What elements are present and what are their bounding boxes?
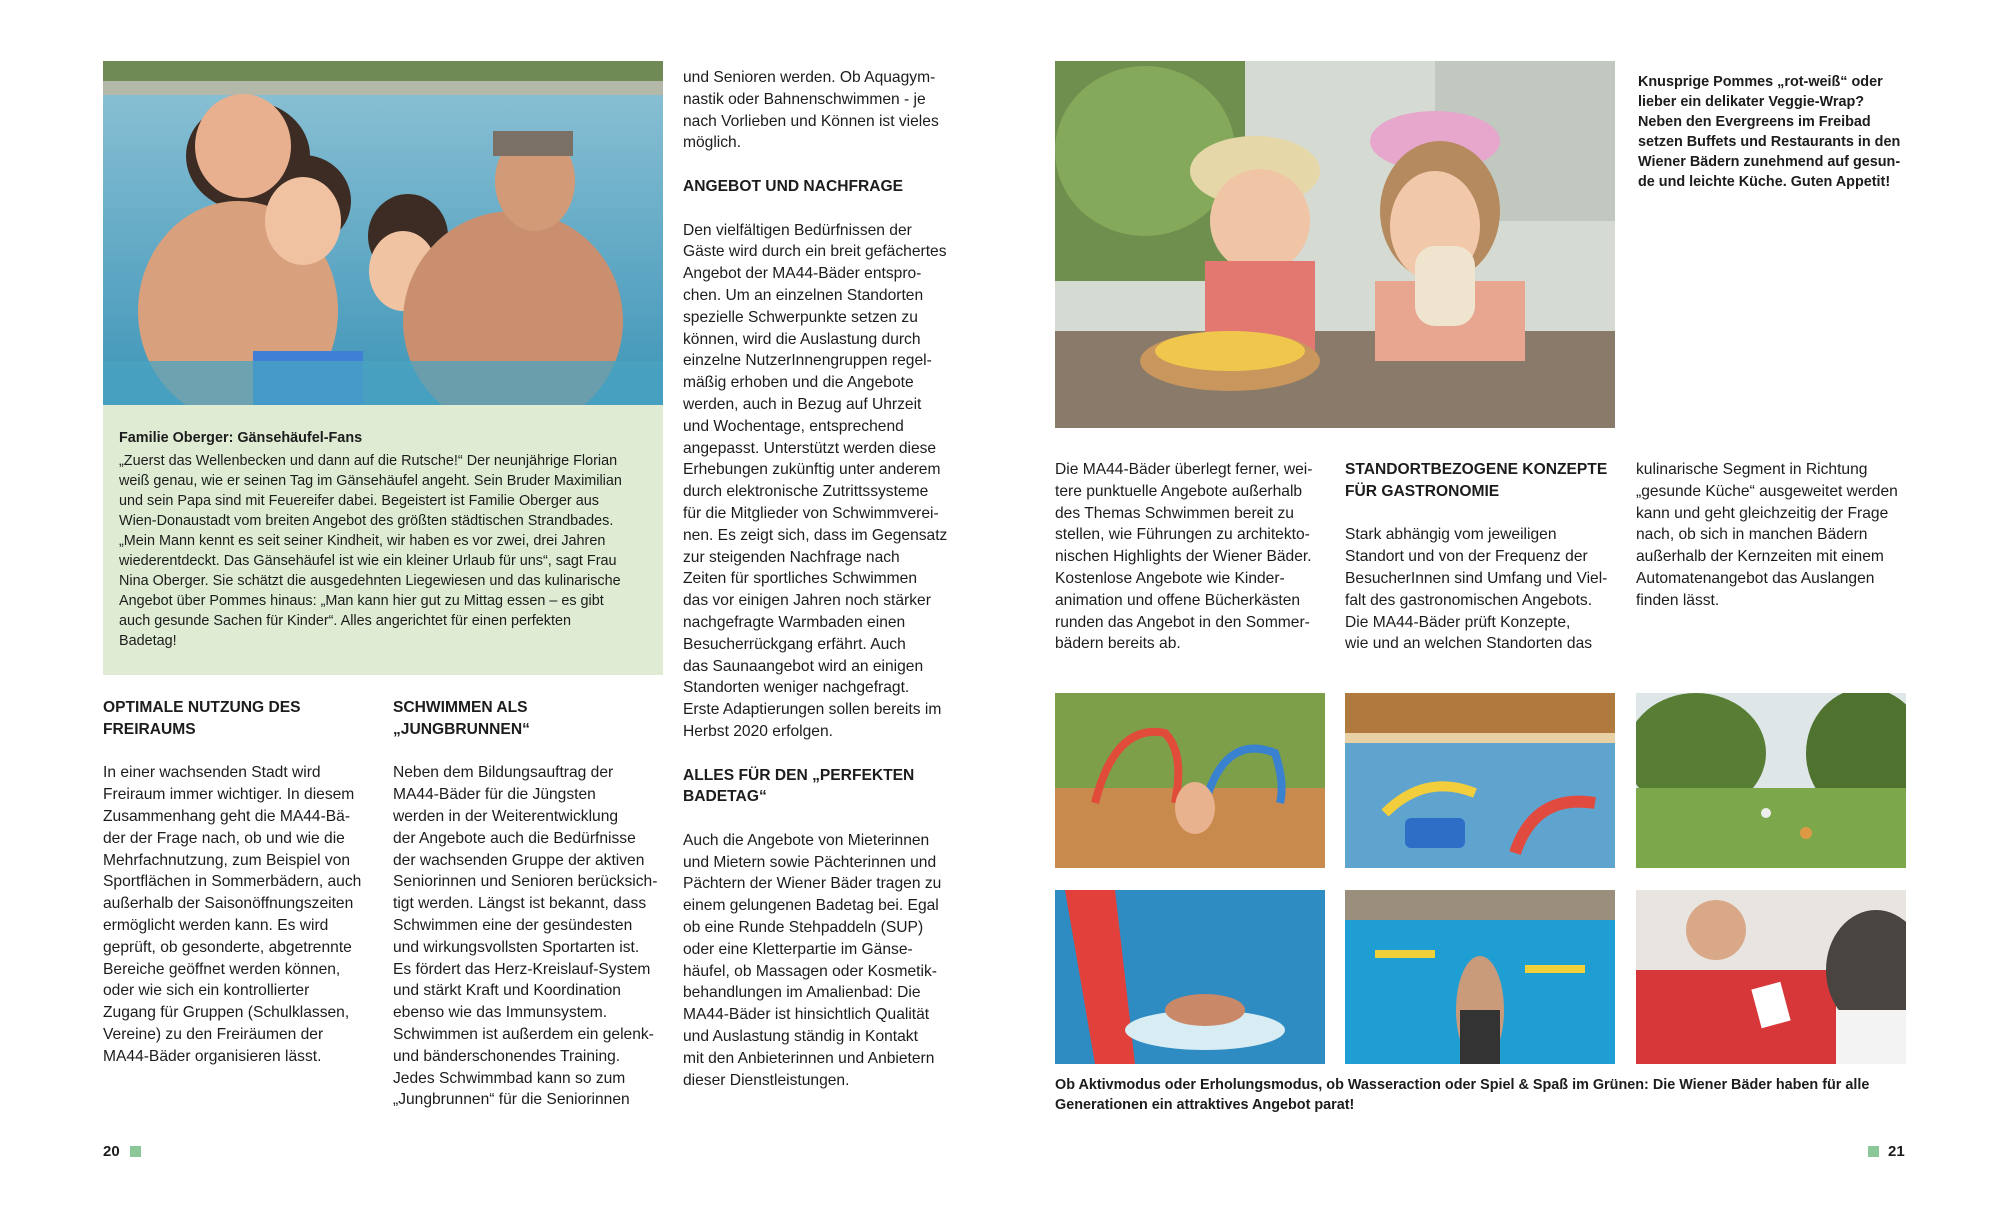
page-number-left: 20 (103, 1143, 120, 1160)
left-column-3 (683, 67, 973, 1091)
right-column-2 (1345, 459, 1625, 655)
food-caption (1638, 72, 1923, 192)
text-jungbrunnen: Neben dem Bildungsauftrag der MA44-Bäder für die Jüngsten werden in der Weiterentwicklung der Angebote auch die Bedürfnisse der wachsenden Gruppe der aktiven Seniorinnen und Senioren berücksich- tigt werden. Längst ist bekannt, dass Schwimmen eine der gesündesten und wirkungsvollsten Sportarten ist. Es fördert das Herz-Kreislauf-System und stärkt Kraft und Koordination ebenso wie das Immunsystem. Schwimmen ist außerdem ein gelenk- und bänderschonendes Training. Jedes Schwimmbad kann so zum „Jungbrunnen“ für die Seniorinnen (393, 764, 658, 1109)
family-story-text: „Zuerst das Wellenbecken und dann auf die Rutsche!“ Der neunjährige Florian weiß genau, wie er seinen Tag im Gänsehäufel angeht. Sein Bruder Maximilian und sein Papa sind mit Feuereifer dabei. Begeistert ist Familie Oberger aus Wien-Donaustadt vom breiten Angebot des größten städtischen Strandbades. „Mein Mann kennt es seit seiner Kindheit, wir haben es vor zwei, drei Jahren wiederentdeckt. Das Gänsehäufel ist wie ein kleiner Urlaub für uns“, sagt Frau Nina Oberger. Sie schätzt die ausgedehnten Liegewiesen und das kulinarische Angebot über Pommes hinaus: „Man kann hier gut zu Mittag essen – es gibt auch gesunde Sachen für Kinder“. Alles angerichtet für einen perfekten Badetag! (119, 453, 622, 649)
gallery-photo-lawn (1636, 693, 1906, 868)
gallery-photo-aquagym (1345, 890, 1615, 1064)
right-column-1 (1055, 459, 1330, 655)
page-marker-right (1868, 1146, 1879, 1157)
page-number-right: 21 (1888, 1143, 1905, 1160)
right-column-3 (1636, 459, 1921, 612)
gallery-photo-cards (1636, 890, 1906, 1064)
heading-perfekter-badetag: ALLES FÜR DEN „PERFEKTEN BADETAG“ (683, 766, 915, 806)
gallery-photo-splash-kid (1055, 693, 1325, 868)
text-freiraum: In einer wachsenden Stadt wird Freiraum immer wichtiger. In diesem Zusammenhang geht die MA44-Bä- der der Frage nach, ob und wie die Mehrfachnutzung, zum Beispiel von Sportflächen in Sommerbädern, auch außerhalb der Saisonöffnungszeiten ermöglicht werden kann. Es wird geprüft, ob gesonderte, abgetrennte Bereiche geöffnet werden können, oder wie sich ein kontrollierter Zugang für Gruppen (Schulklassen, Vereine) zu den Freiräumen der MA44-Bäder organisieren lässt. (103, 764, 362, 1065)
gallery-photo-indoor-pool (1345, 693, 1615, 868)
gallery-caption-text: Ob Aktivmodus oder Erholungsmodus, ob Wasseraction oder Spiel & Spaß im Grünen: Die Wiener Bäder haben für alle Generationen ein attraktives Angebot parat! (1055, 1077, 1870, 1113)
food-caption-text: Knusprige Pommes „rot-weiß“ oder lieber ein delikater Veggie-Wrap? Neben den Evergreens im Freibad setzen Buffets und Restaurants in den Wiener Bädern zunehmend auf gesun- de und leichte Küche. Guten Appetit! (1638, 74, 1901, 190)
text-fuehrungen: Die MA44-Bäder überlegt ferner, wei- tere punktuelle Angebote außerhalb des Themas Schwimmen bereit zu stellen, wie Führungen zu architekto- nischen Highlights der Wiener Bäder. Kostenlose Angebote wie Kinder- animation und offene Bücherkästen runden das Angebot in den Sommer- bädern bereits ab. (1055, 461, 1313, 653)
text-kulinarisch: kulinarische Segment in Richtung „gesunde Küche“ ausgeweitet werden kann und geht gleichzeitig der Frage nach, ob sich in manchen Bädern außerhalb der Kernzeiten mit einem Automatenangebot das Auslangen finden lässt. (1636, 461, 1898, 609)
family-story-title: Familie Oberger: Gänsehäufel-Fans (119, 430, 363, 446)
gallery-caption (1055, 1075, 1915, 1115)
girls-eating-photo (1055, 61, 1615, 428)
heading-jungbrunnen: SCHWIMMEN ALS „JUNGBRUNNEN“ (393, 699, 530, 738)
left-column-1 (103, 697, 375, 1068)
text-aquagymnastik: und Senioren werden. Ob Aquagym- nastik oder Bahnenschwimmen - je nach Vorlieben und Können ist vieles möglich. (683, 69, 939, 152)
family-pool-photo (103, 61, 663, 405)
heading-gastronomie: STANDORTBEZOGENE KONZEPTE FÜR GASTRONOMIE (1345, 461, 1608, 500)
page-marker-left (130, 1146, 141, 1157)
text-perfekter-badetag: Auch die Angebote von Mieterinnen und Mietern sowie Pächterinnen und Pächtern der Wiener Bäder tragen zu einem gelungenen Badetag bei. Egal ob eine Runde Stehpaddeln (SUP) oder eine Kletterpartie im Gänse- häufel, ob Massagen oder Kosmetik- behandlungen im Amalienbad: Die MA44-Bäder ist hinsichtlich Qualität und Auslastung ständig in Kontakt mit den Anbieterinnen und Anbietern dieser Dienstleistungen. (683, 831, 942, 1089)
family-story-box (103, 405, 663, 675)
heading-freiraum: OPTIMALE NUTZUNG DES FREIRAUMS (103, 699, 301, 738)
left-column-2 (393, 697, 665, 1111)
text-angebot-nachfrage: Den vielfältigen Bedürfnissen der Gäste wird durch ein breit gefächertes Angebot der MA44-Bäder entspro- chen. Um an einzelnen Standorten spezielle Schwerpunkte setzen zu können, wird die Auslastung durch einzelne NutzerInnengruppen regel- mäßig erhoben und die Angebote werden, auch in Bezug auf Uhrzeit und Wochentage, entsprechend angepasst. Unterstützt werden diese Erhebungen zukünftig unter anderem durch elektronische Zutrittssysteme für die Mitglieder von Schwimmverei- nen. Es zeigt sich, dass im Gegensatz zur steigenden Nachfrage nach Zeiten für sportliches Schwimmen das vor einigen Jahren noch stärker nachgefragte Warmbaden einen Besucherrückgang erfährt. Auch das Saunaangebot wird an einigen Standorten weniger nachgefragt. Erste Adaptierungen sollen bereits im Herbst 2020 erfolgen. (683, 221, 948, 740)
gallery-photo-slide (1055, 890, 1325, 1064)
text-gastronomie: Stark abhängig vom jeweiligen Standort und von der Frequenz der BesucherInnen sind Umfang und Viel- falt des gastronomischen Angebots. Die MA44-Bäder prüft Konzepte, wie und an welchen Standorten das (1345, 526, 1608, 653)
heading-angebot-nachfrage: ANGEBOT UND NACHFRAGE (683, 177, 904, 195)
